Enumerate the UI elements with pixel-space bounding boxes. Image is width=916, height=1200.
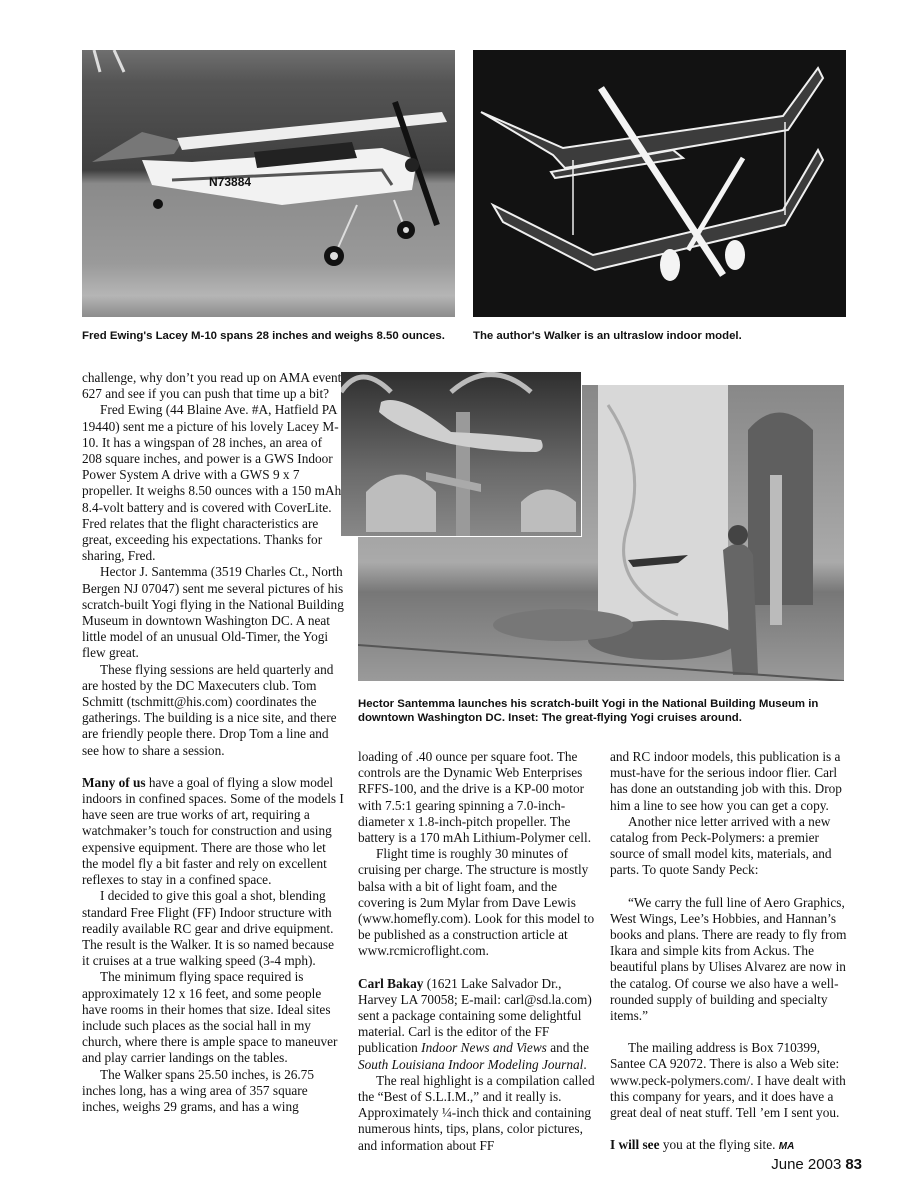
biplane-illustration (473, 50, 846, 317)
paragraph: and RC indoor models, this publication is a must-have for the serious indoor flier. Carl has done an outstanding job with this. Drop him a line to see how you can get a copy. (610, 749, 842, 813)
paragraph: These flying sessions are held quarterly and are hosted by the DC Maxecuters club. Tom Schmitt (tschmitt@his.com) coordinates the gatherings. The building is a nice site, and there are friendly people there. Drop Tom a line and see how to share a session. (82, 661, 337, 758)
publication-title: Indoor News and Views (421, 1040, 547, 1056)
lacey-photo-caption: Fred Ewing's Lacey M-10 spans 28 inches and weighs 8.50 ounces. (82, 330, 445, 342)
paragraph: Fred Ewing (44 Blaine Ave. #A, Hatfield PA 19440) sent me a picture of his lovely Lacey M-10. It has a wingspan of 28 inches, an area of 208 square inches, and power is a GWS Indoor Power System A drive with a GWS 9 x 7 propeller. It weighs 8.50 ounces with a 150 mAh 8.4-volt battery and is covered with CoverLite. Fred relates that the flight characteristics are great, exceeding his expectations. Thanks for sharing, Fred. (82, 402, 342, 564)
lead-in: Many of us (82, 774, 146, 790)
end-mark: MA (778, 1141, 795, 1153)
museum-photo-caption: Hector Santemma launches his scratch-built Yogi in the National Building Museum in downtown Washington DC. Inset: The great-flying Yogi cruises around. (358, 698, 819, 724)
paragraph: Hector J. Santemma (3519 Charles Ct., North Bergen NJ 07047) sent me several pictures of his scratch-built Yogi flying in the National Building Museum in downtown Washington DC. A neat little model of an unusual Old-Timer, the Yogi flew great. (82, 564, 344, 661)
paragraph-text: (1621 Lake Salvador Dr., Harvey LA 70058; E-mail: carl@sd.la.com) sent a package containing some delightful material. Carl is the editor of the FF publication (358, 975, 592, 1056)
paragraph (610, 1137, 856, 1155)
walker-photo-caption: The author's Walker is an ultraslow indoor model. (473, 330, 742, 342)
paragraph: The mailing address is Box 710399, Santee CA 92072. There is also a Web site: www.peck-polymers.com/. I have dealt with this company for years, and it does have a great deal of neat stuff. Tell ’em I sent you. (610, 1040, 846, 1121)
svg-text:N73884: N73884 (209, 175, 252, 189)
yogi-inset-photo (340, 371, 582, 537)
paragraph: The Walker spans 25.50 inches, is 26.75 inches long, has a wing area of 357 square inches, weighs 29 grams, and has a wing (82, 1066, 314, 1114)
lead-in: I will see (610, 1137, 660, 1153)
paragraph-text: have a goal of flying a slow model indoors in confined spaces. Some of the models I have seen are true works of art, requiring a watchmaker’s touch for construction and using expensive equipment. There are those who let the model fly a bit faster and rely on excellent reflexes to stay in a confined space. (82, 774, 344, 888)
paragraph: I decided to give this goal a shot, blending standard Free Flight (FF) Indoor structure with readily available RC gear and drive equipment. The result is the Walker. It is so named because it cruises at a true walking speed (3-4 mph). (82, 888, 334, 969)
paragraph-text: you at the flying site. (659, 1137, 779, 1153)
lead-in: Carl Bakay (358, 975, 424, 991)
article-column-2 (358, 749, 602, 1154)
paragraph: Flight time is roughly 30 minutes of cruising per charge. The structure is mostly balsa with a bit of light foam, and the covering is 2um Mylar from Dave Lewis (www.homefly.com). Look for this model to be published as a construction article at www.rcmicroflight.com. (358, 846, 595, 959)
issue-date: June 2003 (771, 1156, 842, 1173)
paragraph: loading of .40 ounce per square foot. The controls are the Dynamic Web Enterprises RFFS-100, and the drive is a KP-00 motor with 7.5:1 gearing spinning a 7.0-inch-diameter x 1.8-inch-pitch propeller. The battery is a 170 mAh Lithium-Polymer cell. (358, 749, 592, 846)
paragraph-text: and the (546, 1040, 589, 1056)
walker-photo (473, 50, 846, 317)
article-column-3 (610, 749, 856, 1155)
yogi-inset-illustration (341, 372, 581, 536)
paragraph: challenge, why don’t you read up on AMA event 627 and see if you can push that time up a bit? (82, 370, 342, 402)
quote-paragraph: “We carry the full line of Aero Graphics, West Wings, Lee’s Hobbies, and Hannan’s books and plans. There are ready to fly from Ikara and simple kits from Ackus. The beautiful plans by Ulises Alvarez are now in the catalog. Of course we also have a well-rounded supply of building and specialty items.” (610, 894, 847, 1024)
publication-title: South Louisiana Indoor Modeling Journal (358, 1056, 584, 1072)
article-column-1 (82, 370, 344, 1115)
paragraph-text: . (583, 1056, 587, 1072)
paragraph: The minimum flying space required is approximately 12 x 16 feet, and some people have rooms in their homes that size. Ideal sites include such places as the social hall in my church, where there is ample space to maneuver and play carrier landings on the tables. (82, 969, 338, 1066)
page-folio (771, 1156, 862, 1173)
paragraph: Another nice letter arrived with a new catalog from Peck-Polymers: a premier source of small model kits, materials, and parts. To quote Sandy Peck: (610, 813, 832, 878)
page-number: 83 (845, 1156, 862, 1173)
paragraph: The real highlight is a compilation called the “Best of S.L.I.M.,” and it really is. Approximately ¼-inch thick and containing numerous hints, tips, plans, color pictures, and information about FF (358, 1072, 595, 1153)
airplane-illustration (82, 50, 455, 317)
paragraph (82, 775, 344, 888)
paragraph (358, 976, 602, 1073)
lacey-m10-photo (82, 50, 455, 317)
